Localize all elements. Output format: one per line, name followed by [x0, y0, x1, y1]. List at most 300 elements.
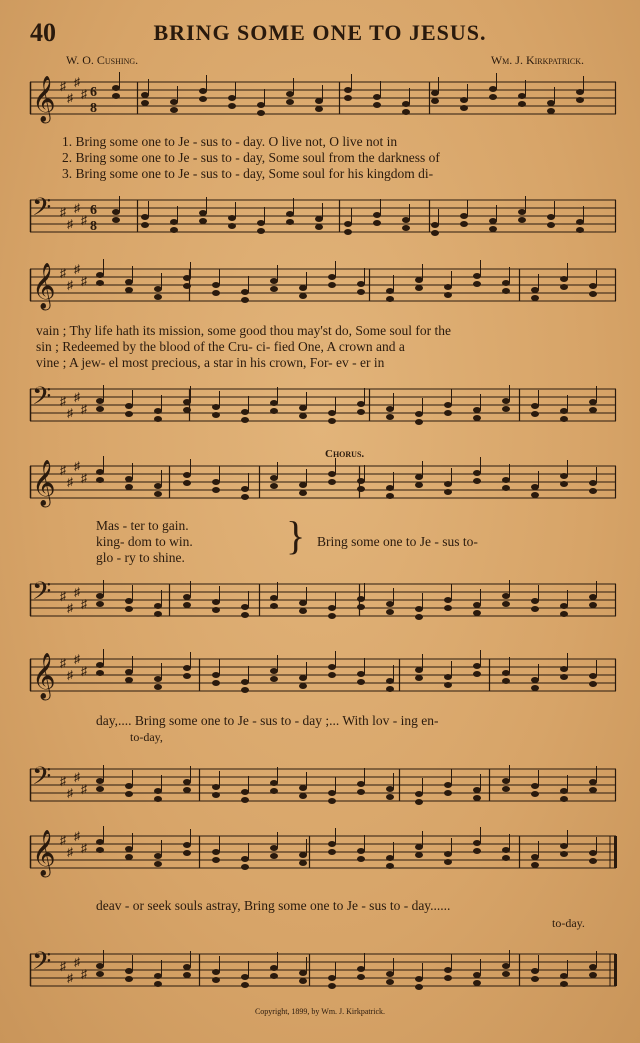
note-head [502, 477, 510, 483]
bass-clef-icon: 𝄢 [32, 762, 52, 797]
note-head [502, 778, 510, 784]
note-head [386, 414, 394, 420]
note-head [125, 791, 133, 797]
note-head [154, 408, 162, 414]
note-head [125, 403, 133, 409]
note-head [257, 220, 265, 226]
note-head [444, 605, 452, 611]
note-head [344, 87, 352, 93]
note-head [328, 605, 336, 611]
note-head [473, 980, 481, 986]
note-head [518, 209, 526, 215]
note-head [589, 681, 597, 687]
note-head [531, 403, 539, 409]
note-head [502, 678, 510, 684]
note-head [212, 290, 220, 296]
note-head [257, 228, 265, 234]
note-head [402, 101, 410, 107]
note-head [212, 404, 220, 410]
note-head [212, 784, 220, 790]
note-head [125, 669, 133, 675]
note-head [183, 850, 191, 856]
note-head [357, 409, 365, 415]
treble-clef-icon: 𝄞 [32, 263, 56, 309]
sharp-icon: ♯ [67, 668, 73, 682]
lyric-line: 3. Bring some one to Je - sus to - day, Some soul for his kingdom di- [62, 166, 434, 181]
note-head [154, 796, 162, 802]
note-head [328, 790, 336, 796]
sharp-icon: ♯ [81, 664, 87, 678]
note-head [170, 99, 178, 105]
note-head [502, 670, 510, 676]
note-head [357, 478, 365, 484]
note-head [502, 406, 510, 412]
note-head [212, 849, 220, 855]
sharp-icon: ♯ [67, 971, 73, 985]
sharp-icon: ♯ [60, 833, 66, 847]
note-head [125, 287, 133, 293]
note-head [183, 594, 191, 600]
treble-clef-icon: 𝄞 [32, 76, 56, 122]
note-head [270, 475, 278, 481]
note-head [386, 971, 394, 977]
note-head [270, 676, 278, 682]
note-head [299, 852, 307, 858]
note-head [473, 795, 481, 801]
sharp-icon: ♯ [74, 390, 80, 404]
note-head [125, 476, 133, 482]
note-head [199, 218, 207, 224]
note-head [299, 490, 307, 496]
note-head [502, 593, 510, 599]
note-head [199, 96, 207, 102]
note-head [96, 272, 104, 278]
sharp-icon: ♯ [60, 394, 66, 408]
note-head [212, 412, 220, 418]
note-head [415, 482, 423, 488]
sharp-icon: ♯ [81, 597, 87, 611]
note-head [328, 798, 336, 804]
note-head [415, 976, 423, 982]
note-head [241, 982, 249, 988]
note-head [576, 219, 584, 225]
note-head [357, 401, 365, 407]
sharp-icon: ♯ [60, 79, 66, 93]
note-head [531, 685, 539, 691]
note-head [270, 780, 278, 786]
note-head [386, 786, 394, 792]
note-head [444, 597, 452, 603]
note-head [402, 217, 410, 223]
note-head [328, 983, 336, 989]
note-head [154, 491, 162, 497]
note-head [199, 210, 207, 216]
note-head [444, 967, 452, 973]
note-head [444, 674, 452, 680]
sharp-icon: ♯ [67, 786, 73, 800]
note-head [199, 88, 207, 94]
note-head [328, 274, 336, 280]
note-head [299, 285, 307, 291]
bass-staff [30, 577, 616, 620]
note-head [386, 485, 394, 491]
note-head [228, 215, 236, 221]
note-head [547, 214, 555, 220]
note-head [473, 281, 481, 287]
sharp-icon: ♯ [81, 274, 87, 288]
note-head [402, 225, 410, 231]
note-head [357, 974, 365, 980]
note-head [270, 788, 278, 794]
note-head [531, 295, 539, 301]
note-head [154, 416, 162, 422]
note-head [415, 675, 423, 681]
note-head [299, 970, 307, 976]
echo-lyric: to-day. [552, 916, 585, 930]
lyric-line: vine ; A jew- el most precious, a star in his crown, For- ev - er in [36, 355, 385, 370]
note-head [357, 486, 365, 492]
note-head [444, 851, 452, 857]
sharp-icon: ♯ [74, 585, 80, 599]
sharp-icon: ♯ [67, 278, 73, 292]
note-head [96, 670, 104, 676]
note-head [154, 603, 162, 609]
note-head [125, 846, 133, 852]
note-head [589, 858, 597, 864]
treble-staff [30, 262, 616, 309]
note-head [444, 481, 452, 487]
note-head [444, 402, 452, 408]
note-head [531, 791, 539, 797]
lyric-line: vain ; Thy life hath its mission, some good thou may'st do, Some soul for the [36, 323, 452, 338]
note-head [473, 787, 481, 793]
time-signature-top: 6 [90, 85, 97, 100]
note-head [560, 416, 568, 422]
note-head [241, 417, 249, 423]
note-head [547, 108, 555, 114]
note-head [183, 407, 191, 413]
sharp-icon: ♯ [74, 829, 80, 843]
note-head [328, 282, 336, 288]
note-head [576, 89, 584, 95]
note-head [444, 782, 452, 788]
note-head [589, 480, 597, 486]
note-head [473, 602, 481, 608]
note-head [473, 663, 481, 669]
note-head [228, 95, 236, 101]
note-head [460, 105, 468, 111]
note-head [386, 979, 394, 985]
note-head [154, 286, 162, 292]
note-head [531, 677, 539, 683]
music-system-4 [30, 652, 616, 815]
sharp-icon: ♯ [81, 471, 87, 485]
note-head [241, 409, 249, 415]
note-head [286, 99, 294, 105]
note-head [531, 606, 539, 612]
note-head [125, 411, 133, 417]
time-signature-bottom: 8 [90, 101, 97, 116]
note-head [328, 849, 336, 855]
note-head [444, 790, 452, 796]
lyric-line: Mas - ter to gain. [96, 518, 189, 533]
note-head [299, 785, 307, 791]
note-head [344, 221, 352, 227]
note-head [328, 479, 336, 485]
note-head [415, 844, 423, 850]
note-head [328, 613, 336, 619]
note-head [299, 608, 307, 614]
bass-clef-icon: 𝄢 [32, 947, 52, 982]
treble-clef-icon: 𝄞 [32, 830, 56, 876]
note-head [328, 418, 336, 424]
note-head [357, 604, 365, 610]
music-system-1 [30, 75, 616, 248]
note-head [415, 614, 423, 620]
note-head [415, 277, 423, 283]
note-head [518, 101, 526, 107]
note-head [183, 275, 191, 281]
note-head [444, 410, 452, 416]
note-head [502, 288, 510, 294]
note-head [560, 973, 568, 979]
note-head [357, 789, 365, 795]
note-head [241, 856, 249, 862]
note-head [270, 286, 278, 292]
note-head [241, 486, 249, 492]
note-head [357, 966, 365, 972]
note-head [547, 222, 555, 228]
note-head [241, 297, 249, 303]
note-head [589, 488, 597, 494]
note-head [183, 779, 191, 785]
hymn-title: BRING SOME ONE TO JESUS. [153, 20, 487, 45]
note-head [444, 292, 452, 298]
note-head [154, 684, 162, 690]
note-head [531, 484, 539, 490]
note-head [299, 978, 307, 984]
note-head [560, 284, 568, 290]
note-head [560, 674, 568, 680]
note-head [125, 598, 133, 604]
note-head [357, 281, 365, 287]
note-head [183, 964, 191, 970]
note-head [589, 602, 597, 608]
note-head [270, 853, 278, 859]
note-head [183, 842, 191, 848]
treble-clef-icon: 𝄞 [32, 460, 56, 506]
note-head [357, 856, 365, 862]
note-head [373, 212, 381, 218]
music-system-3 [30, 459, 616, 632]
note-head [241, 604, 249, 610]
note-head [431, 98, 439, 104]
note-head [212, 969, 220, 975]
note-head [183, 480, 191, 486]
note-head [502, 485, 510, 491]
note-head [489, 94, 497, 100]
note-head [170, 107, 178, 113]
note-head [560, 796, 568, 802]
note-head [241, 289, 249, 295]
note-head [415, 285, 423, 291]
note-head [386, 493, 394, 499]
note-head [270, 668, 278, 674]
note-head [344, 95, 352, 101]
bass-staff [30, 382, 616, 425]
note-head [212, 599, 220, 605]
treble-clef-icon: 𝄞 [32, 653, 56, 699]
note-head [96, 847, 104, 853]
note-head [502, 398, 510, 404]
note-head [270, 845, 278, 851]
note-head [212, 479, 220, 485]
credits-line [0, 53, 640, 69]
page-header [0, 18, 640, 48]
note-head [228, 103, 236, 109]
note-head [154, 861, 162, 867]
note-head [444, 284, 452, 290]
echo-lyric: to-day, [130, 730, 163, 744]
note-head [125, 279, 133, 285]
note-head [357, 596, 365, 602]
note-head [589, 972, 597, 978]
lyric-line: glo - ry to shine. [96, 550, 185, 565]
note-head [141, 92, 149, 98]
note-head [460, 97, 468, 103]
note-head [286, 219, 294, 225]
note-head [212, 857, 220, 863]
note-head [502, 963, 510, 969]
note-head [96, 839, 104, 845]
sharp-icon: ♯ [67, 475, 73, 489]
note-head [502, 847, 510, 853]
note-head [299, 675, 307, 681]
note-head [299, 482, 307, 488]
note-head [386, 601, 394, 607]
note-head [386, 678, 394, 684]
sharp-icon: ♯ [60, 959, 66, 973]
note-head [444, 975, 452, 981]
note-head [357, 679, 365, 685]
sharp-icon: ♯ [81, 841, 87, 855]
bass-staff [30, 947, 616, 990]
lyric-line: 1. Bring some one to Je - sus to - day. O live not, O live not in [62, 134, 398, 149]
note-head [112, 85, 120, 91]
note-head [328, 841, 336, 847]
note-head [125, 677, 133, 683]
note-head [560, 788, 568, 794]
note-head [154, 788, 162, 794]
bass-clef-icon: 𝄢 [32, 577, 52, 612]
note-head [96, 398, 104, 404]
note-head [460, 221, 468, 227]
note-head [444, 859, 452, 865]
note-head [270, 965, 278, 971]
note-head [241, 797, 249, 803]
note-head [270, 973, 278, 979]
note-head [373, 220, 381, 226]
note-head [560, 843, 568, 849]
note-head [415, 852, 423, 858]
treble-staff [30, 829, 616, 876]
note-head [502, 855, 510, 861]
note-head [212, 977, 220, 983]
note-head [415, 791, 423, 797]
note-head [212, 680, 220, 686]
note-head [183, 972, 191, 978]
note-head [328, 975, 336, 981]
sharp-icon: ♯ [60, 463, 66, 477]
note-head [560, 408, 568, 414]
note-head [270, 278, 278, 284]
note-head [183, 673, 191, 679]
note-head [299, 793, 307, 799]
note-head [154, 483, 162, 489]
note-head [328, 672, 336, 678]
note-head [431, 90, 439, 96]
note-head [531, 598, 539, 604]
note-head [125, 606, 133, 612]
note-head [357, 671, 365, 677]
note-head [315, 98, 323, 104]
note-head [373, 102, 381, 108]
note-head [531, 783, 539, 789]
note-head [357, 289, 365, 295]
sharp-icon: ♯ [60, 774, 66, 788]
note-head [125, 976, 133, 982]
note-head [241, 612, 249, 618]
chorus-label: Chorus. [325, 448, 365, 460]
note-head [96, 971, 104, 977]
note-head [576, 227, 584, 233]
note-head [299, 413, 307, 419]
chorus-lyric: Bring some one to Je - sus to- [317, 534, 478, 549]
note-head [183, 602, 191, 608]
note-head [531, 968, 539, 974]
sharp-icon: ♯ [74, 459, 80, 473]
sharp-icon: ♯ [81, 967, 87, 981]
note-head [489, 218, 497, 224]
sharp-icon: ♯ [60, 205, 66, 219]
note-head [473, 972, 481, 978]
note-head [141, 100, 149, 106]
note-head [241, 494, 249, 500]
note-head [415, 474, 423, 480]
note-head [415, 419, 423, 425]
note-head [560, 611, 568, 617]
note-head [154, 294, 162, 300]
note-head [531, 862, 539, 868]
note-head [386, 863, 394, 869]
composer: Wm. J. Kirkpatrick. [490, 53, 584, 67]
note-head [531, 287, 539, 293]
note-head [473, 273, 481, 279]
note-head [444, 489, 452, 495]
note-head [154, 611, 162, 617]
sharp-icon: ♯ [81, 782, 87, 796]
treble-staff [30, 459, 616, 506]
time-signature-top: 6 [90, 203, 97, 218]
note-head [415, 799, 423, 805]
note-head [473, 415, 481, 421]
note-head [328, 664, 336, 670]
note-head [415, 411, 423, 417]
note-head [560, 481, 568, 487]
note-head [560, 603, 568, 609]
note-head [328, 471, 336, 477]
sharp-icon: ♯ [67, 845, 73, 859]
